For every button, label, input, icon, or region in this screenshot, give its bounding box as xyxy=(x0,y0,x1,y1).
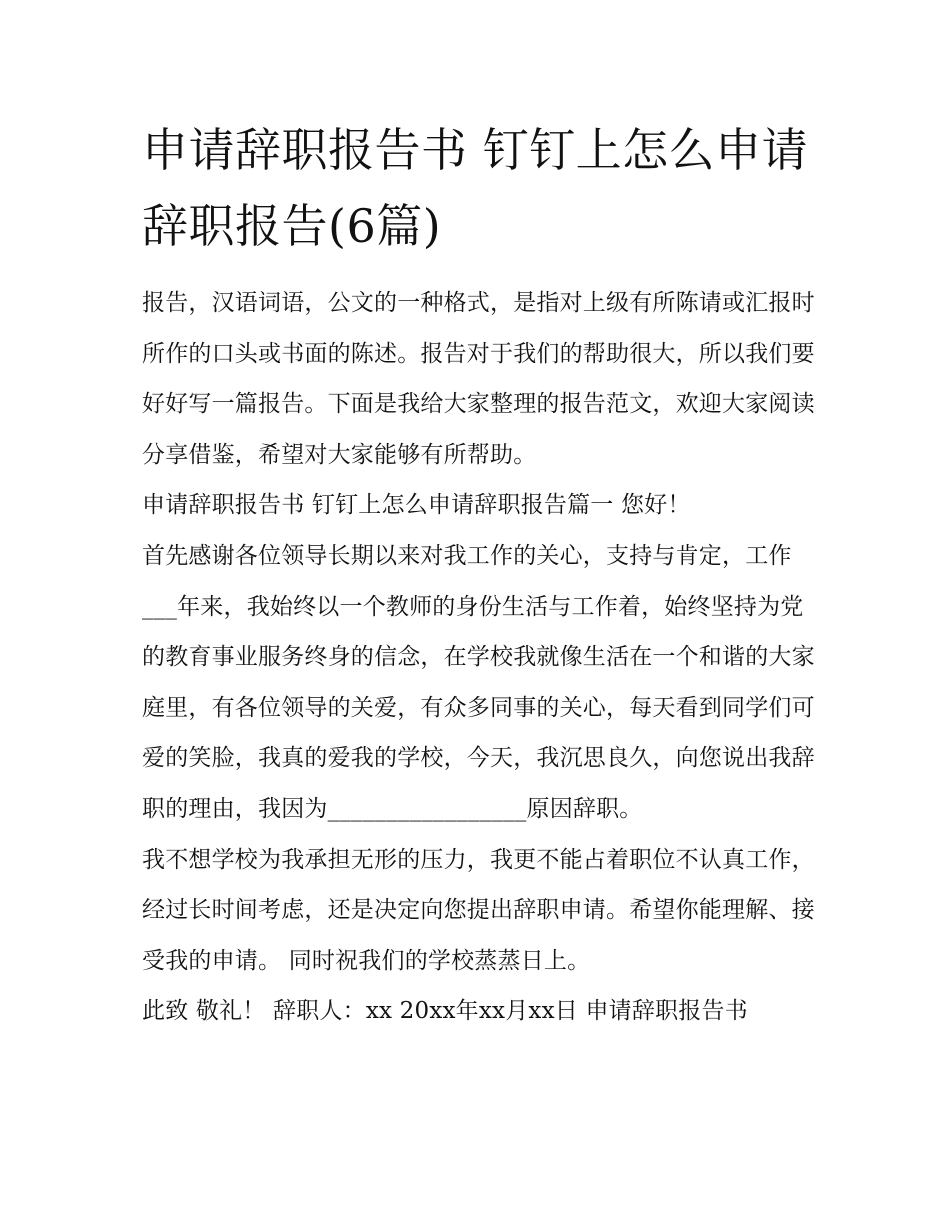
body-paragraph: 我不想学校为我承担无形的压力，我更不能占着职位不认真工作，经过长时间考虑，还是决定向您提出辞职申请。希望你能理解、接受我的申请。 同时祝我们的学校蒸蒸日上。 xyxy=(142,846,815,974)
closing-paragraph: 此致 敬礼！ 辞职人：xx 20xx年xx月xx日 申请辞职报告书 xyxy=(142,998,748,1025)
body-paragraph: 首先感谢各位领导长期以来对我工作的关心，支持与肯定，工作___年来，我始终以一个教师的身份生活与工作着，始终坚持为党的教育事业服务终身的信念，在学校我就像生活在一个和谐的大家庭里，有各位领导的关爱，有众多同事的关心，每天看到同学们可爱的笑脸，我真的爱我的学校，今天，我沉思良久，向您说出我辞职的理由，我因为_________________原因辞职。 xyxy=(142,542,815,822)
intro-paragraph: 报告，汉语词语，公文的一种格式，是指对上级有所陈请或汇报时所作的口头或书面的陈述。报告对于我们的帮助很大，所以我们要好好写一篇报告。下面是我给大家整理的报告范文，欢迎大家阅读分享借鉴，希望对大家能够有所帮助。 xyxy=(142,290,815,468)
section-heading-paragraph: 申请辞职报告书 钉钉上怎么申请辞职报告篇一 您好！ xyxy=(142,492,691,519)
document-title: 申请辞职报告书 钉钉上怎么申请辞职报告(6篇) xyxy=(142,123,809,253)
document-body xyxy=(142,278,818,1037)
